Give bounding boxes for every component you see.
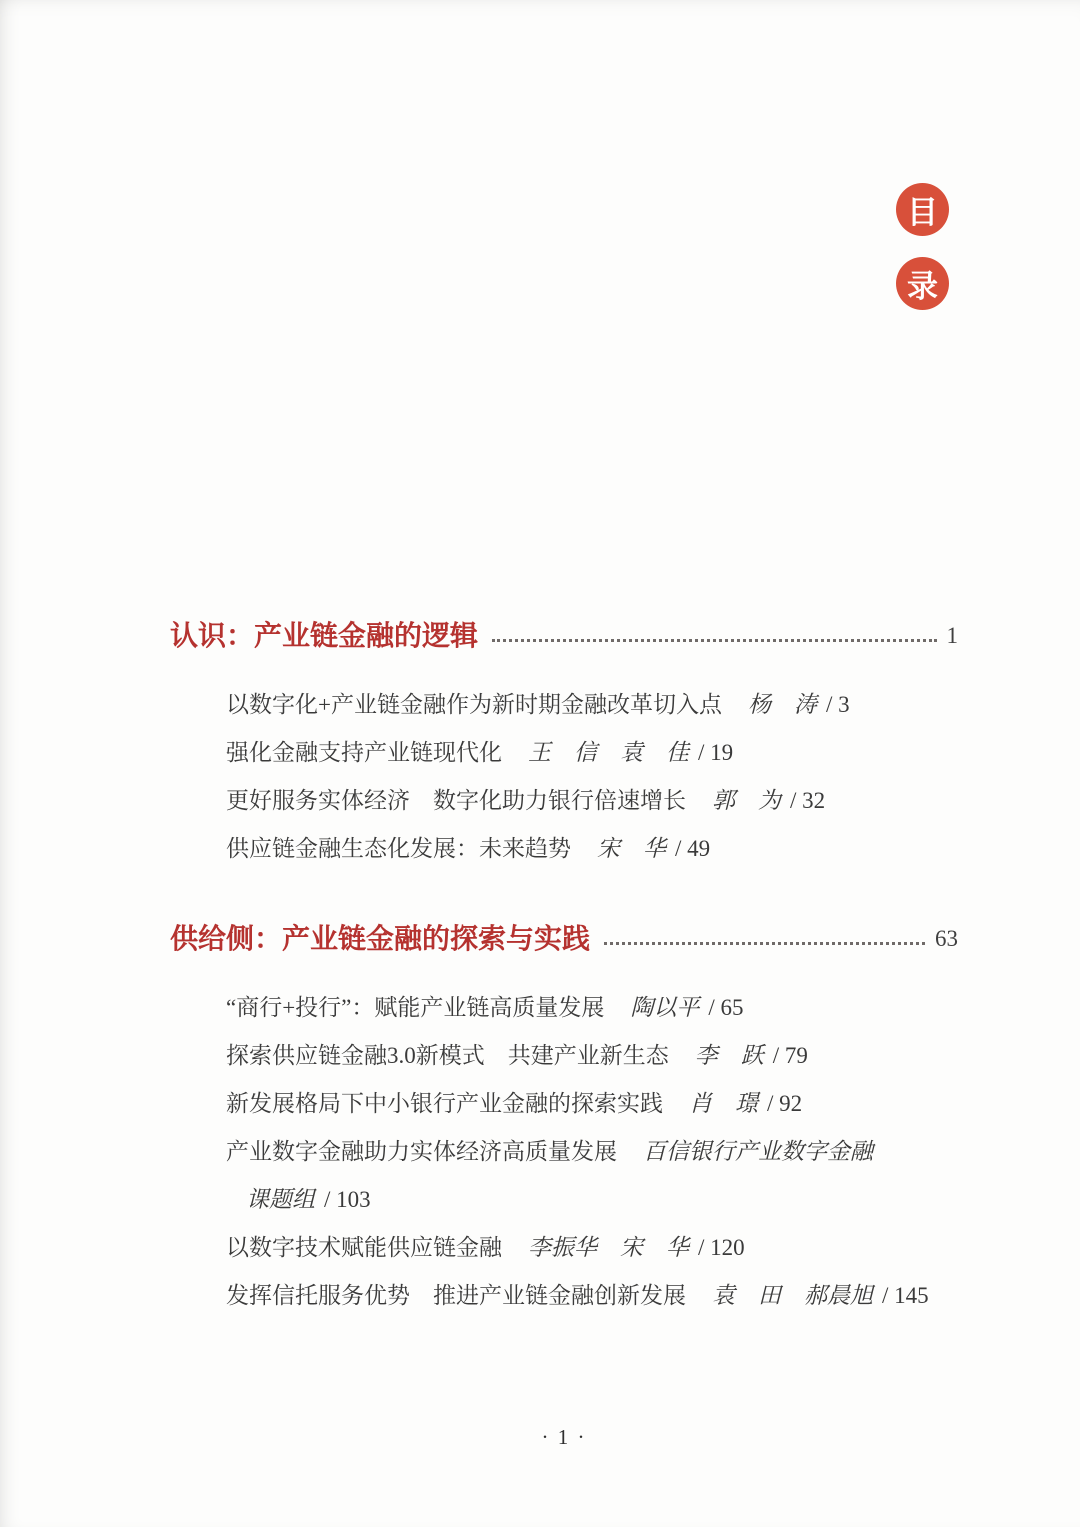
section-entries — [226, 984, 958, 1320]
entry-page-number: / 92 — [767, 1091, 803, 1116]
toc-badge-mu — [896, 183, 949, 236]
entry-authors: 百信银行产业数字金融 — [643, 1139, 873, 1164]
toc-badge-lu-char: 录 — [907, 269, 938, 304]
section-title: 供给侧：产业链金融的探索与实践 — [170, 923, 591, 954]
toc-vertical-title — [896, 183, 949, 310]
toc-entry-line — [226, 681, 958, 729]
toc-entry-line — [226, 777, 958, 825]
section-heading — [170, 615, 958, 657]
entry-page-number: / 32 — [790, 788, 826, 813]
toc-entry-line — [226, 1080, 958, 1128]
toc-content — [170, 615, 958, 1320]
entry-authors: 郭 为 — [712, 788, 781, 813]
entry-title: 新发展格局下中小银行产业金融的探索实践 — [226, 1091, 663, 1116]
entry-page-number: / 103 — [324, 1187, 371, 1212]
entry-authors: 陶以平 — [630, 995, 700, 1020]
section-entries — [226, 681, 958, 873]
section-page-number: 1 — [946, 623, 958, 648]
toc-entry-line — [226, 1272, 958, 1320]
entry-page-number: / 49 — [675, 836, 711, 861]
toc-section — [170, 918, 958, 1320]
dotted-leader — [604, 942, 925, 945]
entry-authors: 课题组 — [246, 1187, 315, 1212]
entry-title: 强化金融支持产业链现代化 — [226, 740, 502, 765]
entry-title: 发挥信托服务优势 推进产业链金融创新发展 — [226, 1283, 686, 1308]
toc-badge-lu — [896, 257, 949, 310]
entry-page-number: / 19 — [698, 740, 734, 765]
entry-authors: 李振华 宋 华 — [528, 1235, 689, 1260]
entry-title: 探索供应链金融3.0新模式 共建产业新生态 — [226, 1043, 669, 1068]
entry-title: 供应链金融生态化发展：未来趋势 — [226, 836, 571, 861]
entry-page-number: / 145 — [882, 1283, 929, 1308]
toc-entry-line — [226, 1032, 958, 1080]
entry-authors: 李 跃 — [694, 1043, 764, 1068]
entry-page-number: / 3 — [825, 692, 850, 717]
section-page-number: 63 — [935, 926, 958, 951]
toc-entry-line — [226, 1128, 958, 1176]
dotted-leader — [492, 639, 936, 642]
entry-title: 产业数字金融助力实体经济高质量发展 — [226, 1139, 617, 1164]
entry-authors: 杨 涛 — [747, 692, 817, 717]
toc-section — [170, 615, 958, 873]
entry-authors: 袁 田 郝晨旭 — [712, 1283, 873, 1308]
toc-entry-line — [226, 1176, 958, 1224]
entry-page-number: / 120 — [698, 1235, 745, 1260]
toc-entry-line — [226, 825, 958, 873]
entry-authors: 王 信 袁 佳 — [528, 740, 689, 765]
entry-title: 以数字化+产业链金融作为新时期金融改革切入点 — [226, 692, 722, 717]
toc-entry-line — [226, 729, 958, 777]
section-title: 认识：产业链金融的逻辑 — [170, 620, 479, 651]
entry-authors: 宋 华 — [597, 836, 666, 861]
toc-entry-line — [226, 1224, 958, 1272]
page-number-footer: · 1 · — [541, 1425, 587, 1449]
toc-badge-mu-char: 目 — [907, 195, 938, 230]
entry-title: “商行+投行”：赋能产业链高质量发展 — [226, 995, 605, 1020]
entry-authors: 肖 璟 — [689, 1091, 758, 1116]
entry-page-number: / 79 — [772, 1043, 808, 1068]
entry-page-number: / 65 — [708, 995, 744, 1020]
entry-title: 以数字技术赋能供应链金融 — [226, 1235, 502, 1260]
toc-entry-line — [226, 984, 958, 1032]
entry-title: 更好服务实体经济 数字化助力银行倍速增长 — [226, 788, 686, 813]
section-heading — [170, 918, 958, 960]
